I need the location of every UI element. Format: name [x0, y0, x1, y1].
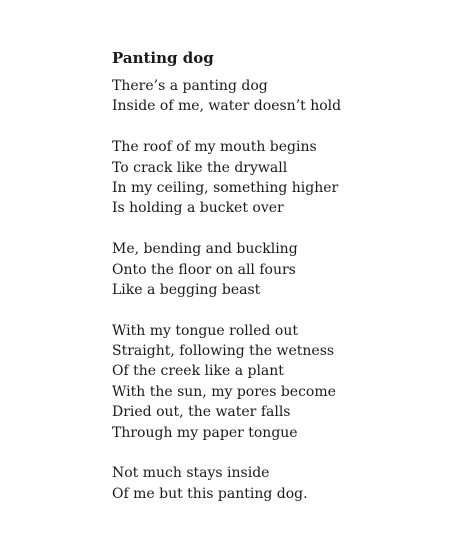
- poem-line: Of the creek like a plant: [112, 363, 284, 380]
- stanza-4: [112, 321, 452, 443]
- poem-line: Of me but this panting dog.: [112, 485, 308, 502]
- stanza-1: [112, 76, 452, 117]
- poem-line: Like a begging beast: [112, 281, 261, 298]
- poem-line: Not much stays inside: [112, 465, 270, 482]
- poem: [112, 48, 452, 504]
- poem-line: To crack like the drywall: [112, 159, 288, 176]
- poem-line: Straight, following the wetness: [112, 343, 335, 360]
- poem-line: Inside of me, water doesn’t hold: [112, 98, 342, 115]
- stanza-2: [112, 137, 452, 219]
- poem-line: Onto the floor on all fours: [112, 261, 296, 278]
- poem-line: Is holding a bucket over: [112, 200, 284, 217]
- poem-line: With my tongue rolled out: [112, 322, 298, 339]
- poem-line: Through my paper tongue: [112, 424, 298, 441]
- poem-line: Dried out, the water falls: [112, 404, 291, 421]
- poem-line: The roof of my mouth begins: [112, 139, 317, 156]
- stanza-3: [112, 239, 452, 300]
- poem-line: In my ceiling, something higher: [112, 179, 339, 196]
- poem-line: With the sun, my pores become: [112, 383, 336, 400]
- poem-line: Me, bending and buckling: [112, 241, 298, 258]
- poem-title: Panting dog: [112, 49, 214, 67]
- stanza-5: [112, 463, 452, 504]
- poem-line: There’s a panting dog: [112, 78, 268, 94]
